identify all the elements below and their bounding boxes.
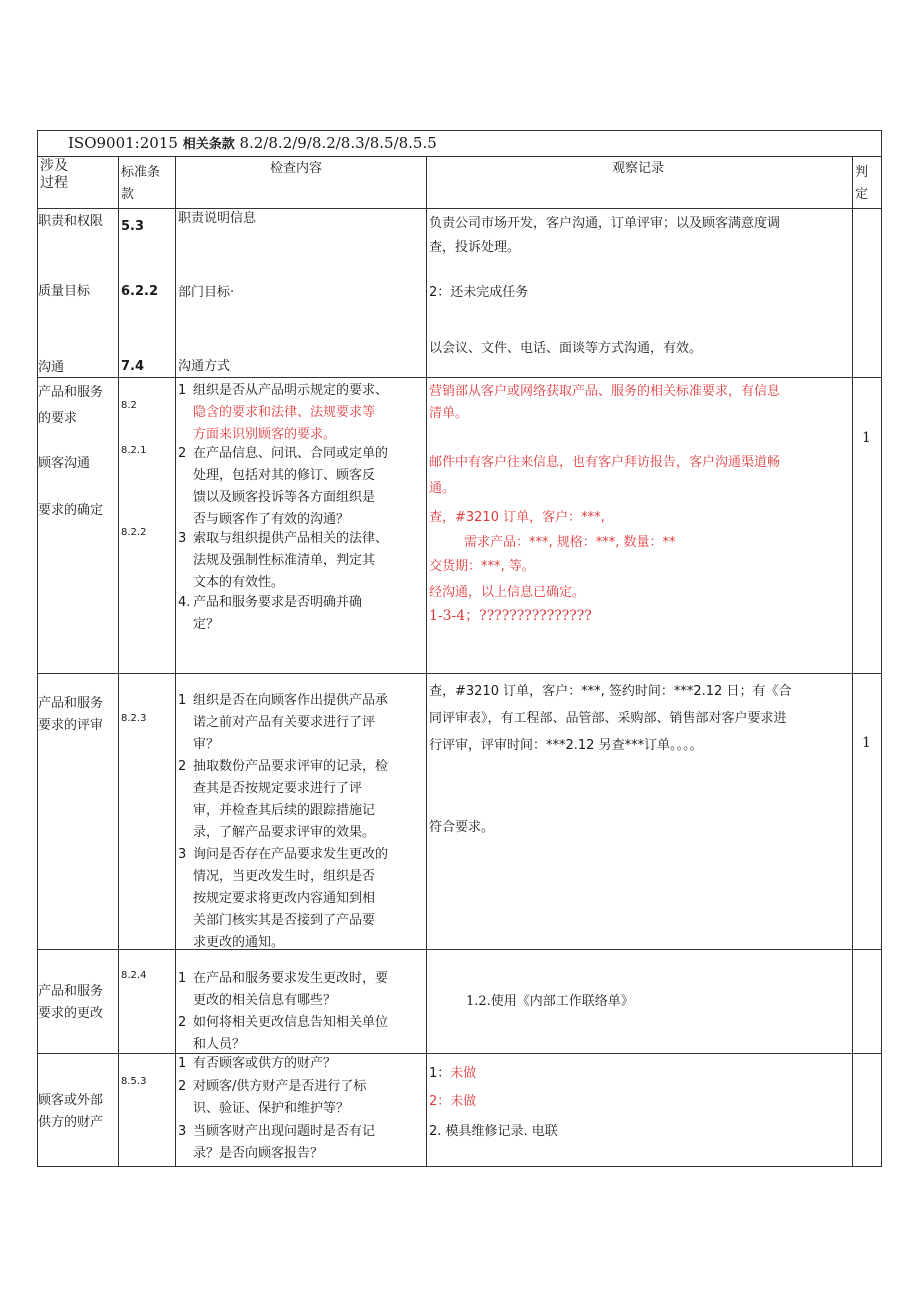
item-line: 在产品和服务要求发生更改时，要 (193, 971, 389, 986)
item-line: 文本的有效性。 (193, 575, 285, 590)
row3-judgement: 1 (862, 735, 871, 751)
item-line: 审？ (193, 737, 220, 752)
row2-record-3: 查，#3210 订单，客户：***, (429, 510, 605, 525)
row1-content-1: 职责说明信息 (178, 211, 257, 226)
row2-judgement: 1 (862, 430, 871, 446)
row2-clause-1: 8.2 (121, 400, 137, 411)
header-label: 相关条款 (182, 137, 235, 152)
item-line: 关部门核实其是否接到了产品要 (193, 913, 376, 928)
row1-clause-1: 5.3 (121, 219, 145, 234)
row5-clause: 8.5.3 (121, 1076, 147, 1087)
record-line: 查，#3210 订单，客户：***, 签约时间：***2.12 日；有《合 (429, 684, 792, 699)
item-line: 录，了解产品要求评审的效果。 (193, 825, 376, 840)
row4-process-line1: 产品和服务 (38, 984, 104, 999)
item-line: 审，并检查其后续的跟踪措施记 (193, 803, 376, 818)
row5-item-3 (178, 1121, 428, 1165)
item-number: 2 (178, 759, 187, 774)
document-header (37, 130, 882, 157)
item-line: 诺之前对产品有关要求进行了评 (193, 715, 376, 730)
row3-process-line2: 要求的评审 (38, 718, 104, 733)
row3-record-conclusion: 符合要求。 (429, 820, 495, 835)
row5-record-2 (429, 1091, 476, 1113)
item-number: 2 (178, 446, 187, 461)
item-line: 查其是否按规定要求进行了评 (193, 781, 363, 796)
item-number: 1 (178, 1056, 187, 1071)
col-header-process-line1: 涉及 (40, 158, 68, 174)
row2-process-4: 要求的确定 (38, 503, 104, 518)
item-line: 馈以及顾客投诉等各方面组织是 (193, 490, 376, 505)
row2-record-2 (429, 450, 780, 502)
row4-record: 1.2.使用《内部工作联络单》 (466, 994, 634, 1009)
item-number: 3 (178, 531, 187, 546)
record-line: 清单。 (429, 406, 469, 421)
col-header-record: 观察记录 (612, 161, 665, 176)
row3-item-1 (178, 690, 428, 756)
row1-clause-2: 6.2.2 (121, 284, 159, 299)
row5-process-line1: 顾客或外部 (38, 1093, 104, 1108)
item-line: 索取与组织提供产品相关的法律、 (193, 531, 389, 546)
row2-process (38, 380, 103, 432)
item-line: 情况，当更改发生时，组织是否 (193, 869, 376, 884)
row1-process-3: 沟通 (38, 360, 65, 375)
record-prefix: 2： (429, 1094, 451, 1109)
row3-item-3 (178, 844, 428, 954)
row2-clause-3: 8.2.2 (121, 527, 147, 538)
col-header-process-line2: 过程 (40, 175, 68, 191)
row3-item-2 (178, 756, 428, 844)
item-line: 询问是否存在产品要求发生更改的 (193, 847, 389, 862)
item-line: 否与顾客作了有效的沟通？ (193, 512, 350, 527)
item-line: 抽取数份产品要求评审的记录，检 (193, 759, 389, 774)
item-line: 录？是否向顾客报告？ (193, 1146, 324, 1161)
row1-record-3: 以会议、文件、电话、面谈等方式沟通，有效。 (429, 341, 703, 356)
item-number: 1 (178, 383, 187, 398)
row1-clause-3: 7.4 (121, 359, 145, 374)
item-number: 3 (178, 1124, 187, 1139)
record-line: 邮件中有客户往来信息，也有客户拜访报告，客户沟通渠道畅 (429, 455, 781, 470)
row5-record-3 (429, 1121, 558, 1143)
item-line: 求更改的通知。 (193, 935, 285, 950)
row1-process-1: 职责和权限 (38, 214, 104, 229)
row1-process-2: 质量目标 (38, 284, 91, 299)
item-line: 组织是否从产品明示规定的要求、 (193, 383, 389, 398)
row3-record (429, 678, 791, 759)
col-header-judge (855, 162, 868, 206)
row2-item-1 (178, 380, 428, 446)
item-line: 识、验证、保护和维护等？ (193, 1101, 350, 1116)
row2-record-5: 交货期：***, 等。 (429, 559, 535, 574)
row2-item-3 (178, 528, 428, 594)
item-line: 更改的相关信息有哪些？ (193, 993, 337, 1008)
item-line: 如何将相关更改信息告知相关单位 (193, 1015, 389, 1030)
item-line: 法规及强制性标准清单，判定其 (193, 553, 376, 568)
row1-record-1 (429, 212, 780, 260)
row2-record-6: 经沟通，以上信息已确定。 (429, 585, 586, 600)
row2-record-4: 需求产品：***, 规格：***, 数量：** (464, 535, 676, 550)
row2-record-1 (429, 381, 780, 425)
record-line: 营销部从客户或网络获取产品、服务的相关标准要求，有信息 (429, 384, 781, 399)
row4-item-2 (178, 1012, 428, 1056)
row1-record-2: 2：还未完成任务 (429, 285, 529, 300)
item-line-highlight: 方面来识别顾客的要求。 (193, 427, 337, 442)
col-header-clause (121, 162, 160, 206)
col-header-judge-line1: 判 (855, 165, 869, 180)
row4-clause: 8.2.4 (121, 970, 147, 981)
record-status: 未做 (450, 1066, 477, 1081)
row5-process (38, 1090, 103, 1134)
col-header-judge-line2: 定 (855, 187, 869, 202)
row2-process-3: 顾客沟通 (38, 456, 91, 471)
item-number: 4. (178, 595, 191, 610)
item-line: 产品和服务要求是否明确并确 (193, 595, 363, 610)
row5-record-1 (429, 1063, 476, 1085)
item-number: 1 (178, 693, 187, 708)
record-status: 2. 模具维修记录. 电联 (429, 1124, 558, 1139)
row5-process-line2: 供方的财产 (38, 1115, 104, 1130)
row2-record-7: 1-3-4；??????????????? (429, 608, 592, 624)
item-line: 和人员？ (193, 1037, 246, 1052)
item-line: 当顾客财产出现问题时是否有记 (193, 1124, 376, 1139)
row5-item-2 (178, 1076, 428, 1120)
row2-process-line1: 产品和服务 (38, 385, 104, 400)
row2-item-4 (178, 592, 428, 636)
row1-record-line2: 查，投诉处理。 (429, 240, 521, 255)
item-number: 2 (178, 1079, 187, 1094)
col-header-clause-line1: 标准条 (121, 165, 161, 180)
col-header-clause-line2: 款 (121, 187, 135, 202)
row4-item-1 (178, 968, 428, 1012)
item-line: 处理，包括对其的修订、顾客反 (193, 468, 376, 483)
item-line: 在产品信息、问讯、合同或定单的 (193, 446, 389, 461)
header-standard: ISO9001:2015 (68, 134, 178, 152)
row4-process-line2: 要求的更改 (38, 1006, 104, 1021)
row5-item-1 (178, 1053, 428, 1075)
item-line: 定？ (193, 617, 220, 632)
row2-clause-2: 8.2.1 (121, 445, 147, 456)
row2-item-2 (178, 443, 428, 531)
record-line: 同评审表》，有工程部、品管部、采购部、销售部对客户要求进 (429, 711, 787, 726)
item-number: 2 (178, 1015, 187, 1030)
row3-process (38, 693, 103, 737)
record-line: 行评审，评审时间：***2.12 另查***订单。。。。 (429, 738, 703, 753)
record-line: 通。 (429, 481, 456, 496)
row1-content-3: 沟通方式 (178, 359, 231, 374)
record-prefix: 1： (429, 1066, 451, 1081)
record-status: 未做 (450, 1094, 477, 1109)
row3-clause: 8.2.3 (121, 713, 147, 724)
item-number: 1 (178, 971, 187, 986)
item-line: 有否顾客或供方的财产？ (193, 1056, 337, 1071)
row3-process-line1: 产品和服务 (38, 696, 104, 711)
item-line: 对顾客/供方财产是否进行了标 (193, 1079, 367, 1094)
item-number: 3 (178, 847, 187, 862)
col-header-process (40, 158, 68, 192)
item-line: 组织是否在向顾客作出提供产品承 (193, 693, 389, 708)
row1-record-line1: 负责公司市场开发，客户沟通，订单评审；以及顾客满意度调 (429, 216, 781, 231)
header-clauses: 8.2/8.2/9/8.2/8.3/8.5/8.5.5 (239, 134, 437, 152)
row2-process-line2: 的要求 (38, 411, 78, 426)
item-line-highlight: 隐含的要求和法律、法规要求等 (193, 405, 376, 420)
row1-content-2: 部门目标· (178, 285, 235, 300)
col-header-content: 检查内容 (270, 161, 323, 176)
row4-process (38, 981, 103, 1025)
item-line: 按规定要求将更改内容通知到相 (193, 891, 376, 906)
